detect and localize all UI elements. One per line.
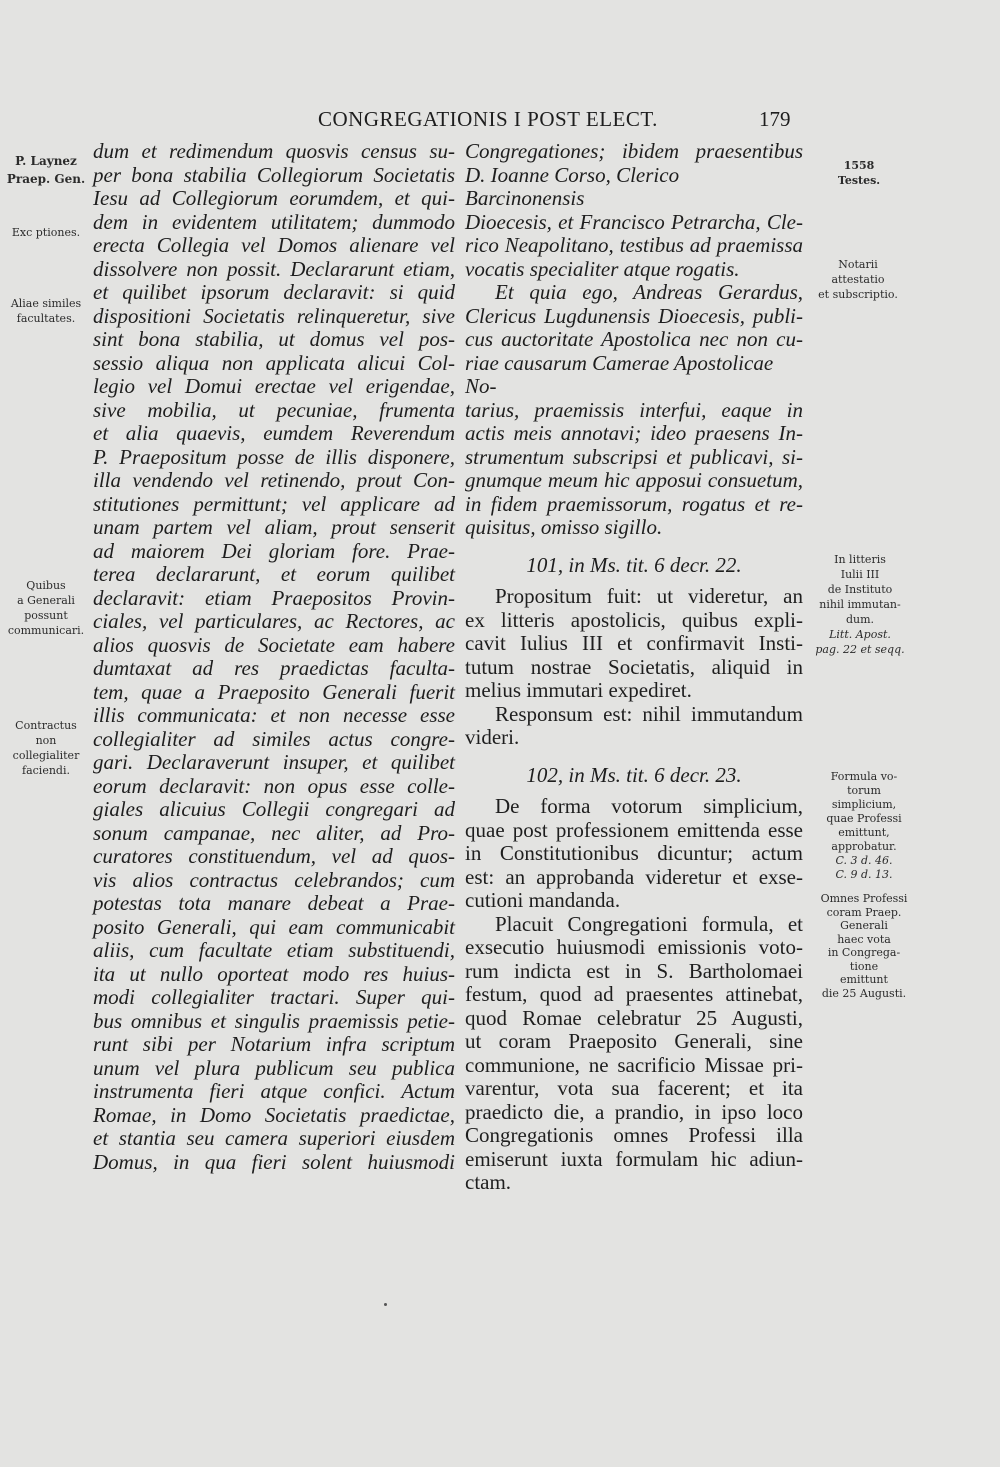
text-line: melius immutari expediret. — [465, 678, 692, 702]
text-line: quae post professionem emittenda esse — [465, 817, 803, 842]
text-line: et stantia seu camera superiori eiusdem — [93, 1126, 455, 1150]
text-line: modi collegialiter tractari. Super qui- — [93, 985, 455, 1009]
margin-note-professi: Omnes Professi coram Praep. Generali haec vota in Congrega- tione emittunt die 25 Augusti. — [820, 892, 908, 1000]
margin-note-year: 1558 Testes. — [837, 159, 881, 187]
text-line: giales alicuius Collegii congregari ad — [93, 797, 455, 821]
ink-speck — [384, 1303, 387, 1306]
section-102-heading: 102, in Ms. tit. 6 decr. 23. — [526, 762, 742, 787]
text-line: gari. Declaraverunt insuper, et quilibet — [93, 750, 455, 774]
text-line: varentur, vota sua facerent; et ita — [465, 1076, 803, 1100]
text-line: Domus, in qua fieri solent huiusmodi — [93, 1149, 455, 1174]
text-line: gnumque meum hic apposui consuetum, — [465, 468, 803, 492]
text-line: eorum declaravit: non opus esse colle- — [93, 773, 455, 798]
text-line: sonum campanae, nec aliter, ad Pro- — [93, 820, 455, 845]
text-line: Romae, in Domo Societatis praedictae, — [93, 1102, 455, 1127]
text-line: De forma votorum simplicium, — [495, 794, 803, 818]
text-line: D. Ioanne Corso, Clerico Barcinonensis — [465, 162, 680, 210]
text-line: P. Praepositum posse de illis disponere, — [93, 444, 455, 469]
text-line: terea declararunt, et eorum quilibet — [93, 562, 455, 586]
text-line: cutioni mandanda. — [465, 888, 621, 912]
text-line: alios quosvis de Societate eam habere — [93, 632, 455, 657]
text-line: ita ut nullo oporteat modo res huius- — [93, 961, 455, 986]
text-line: unam partem vel aliam, prout senserit — [93, 515, 455, 539]
text-line: unum vel plura publicum seu publica — [93, 1055, 455, 1080]
text-line: strumentum subscripsi et publicavi, si- — [465, 444, 803, 469]
text-line: sessio aliqua non applicata alicui Col- — [93, 350, 455, 375]
margin-note-exceptions: Exc ptiones. — [11, 226, 81, 239]
text-line: emiserunt iuxta formulam hic adiun- — [465, 1146, 803, 1171]
text-line: per bona stabilia Collegiorum Societatis — [93, 162, 455, 187]
right-column — [465, 140, 803, 1195]
text-line: exsecutio huiusmodi emissionis voto- — [465, 935, 803, 959]
text-line: cus auctoritate Apostolica nec non cu- — [465, 327, 803, 351]
page-number: 179 — [759, 107, 791, 131]
text-line: quisitus, omisso sigillo. — [465, 515, 663, 539]
text-line: Dioecesis, et Francisco Petrarcha, Cle- — [465, 209, 803, 234]
text-line: declaravit: etiam Praepositos Provin- — [93, 585, 455, 610]
text-line: festum, quod ad praesentes attinebat, — [465, 982, 803, 1006]
text-line: et alia quaevis, eumdem Reverendum — [93, 421, 455, 445]
text-line: Congregationes; ibidem praesentibus — [465, 139, 803, 163]
text-line: instrumenta fieri atque confici. Actum — [93, 1079, 455, 1103]
text-line: tutum nostrae Societatis, aliquid in — [465, 654, 803, 679]
text-line: dispositioni Societatis relinqueretur, sive — [93, 303, 455, 328]
text-line: illis communicata: et non necesse esse — [93, 703, 455, 727]
text-line: Clericus Lugdunensis Dioecesis, publi- — [465, 303, 803, 328]
text-line: collegialiter ad similes actus congre- — [93, 726, 455, 751]
text-line: posito Generali, qui eam communicabit — [93, 914, 455, 939]
text-line: dum et redimendum quosvis census su- — [93, 139, 455, 163]
left-column — [93, 140, 455, 1174]
text-line: et quilibet ipsorum declaravit: si quid — [93, 280, 455, 304]
text-line: Propositum fuit: ut videretur, an — [495, 584, 803, 608]
text-line: ciales, vel particulares, ac Rectores, ac — [93, 609, 455, 633]
text-line: Responsum est: nihil immutandum — [495, 701, 803, 726]
text-line: ad maiorem Dei gloriam fore. Prae- — [93, 538, 455, 563]
text-line: Iesu ad Collegiorum eorumdem, et qui- — [93, 186, 455, 210]
section-101-body — [465, 585, 803, 750]
text-line: tem, quae a Praeposito Generali fuerit — [93, 679, 455, 704]
margin-note-other-faculties: Aliae similes facultates. — [10, 297, 82, 325]
text-line: potestas tota manare debeat a Prae- — [93, 891, 455, 915]
text-line: riae causarum Camerae Apostolicae No- — [465, 350, 774, 398]
section-101-heading: 101, in Ms. tit. 6 decr. 22. — [526, 552, 742, 577]
text-line: Et quia ego, Andreas Gerardus, — [495, 280, 803, 304]
text-line: legio vel Domui erectae vel erigendae, — [93, 374, 455, 398]
text-line: cavit Iulius III et confirmavit Insti- — [465, 631, 803, 655]
page-header — [0, 107, 1000, 137]
text-line: rico Neapolitano, testibus ad praemissa — [465, 233, 803, 257]
text-line: tarius, praemissis interfui, eaque in — [465, 397, 803, 422]
running-title: CONGREGATIONIS I POST ELECT. — [318, 107, 658, 131]
text-line: videri. — [465, 725, 520, 749]
margin-note-communicated: Quibus a Generali possunt communicari. — [7, 579, 85, 637]
text-line: in fidem praemissorum, rogatus et re- — [465, 491, 803, 516]
text-line: actis meis annotavi; ideo praesens In- — [465, 421, 803, 445]
text-line: curatores constituendum, vel ad quos- — [93, 844, 455, 868]
margin-note-vows: Formula vo- torum simplicium, quae Professi emittunt, approbatur. C. 3 d. 46. C. 9 d. 13. — [826, 770, 902, 881]
text-line: ctam. — [465, 1170, 512, 1194]
text-line: communione, ne sacrificio Missae pri- — [465, 1052, 803, 1077]
text-line: rum indicta est in S. Bartholomaei — [465, 958, 803, 983]
margin-note-julius: In litteris Iulii III de Instituto nihil immutan- dum. Litt. Apost. pag. 22 et seqq. — [815, 553, 905, 656]
margin-note-author: P. Laynez Praep. Gen. — [6, 154, 86, 186]
text-line: erecta Collegia vel Domos alienare vel — [93, 233, 455, 257]
text-line: bus omnibus et singulis praemissis petie- — [93, 1008, 455, 1033]
text-line: Placuit Congregationi formula, et — [495, 911, 803, 936]
text-line: sint bona stabilia, ut domus vel pos- — [93, 327, 455, 351]
text-line: illa vendendo vel retinendo, prout Con- — [93, 468, 455, 492]
text-line: ex litteris apostolicis, quibus expli- — [465, 607, 803, 632]
text-line: dissolvere non possit. Declararunt etiam, — [93, 256, 455, 281]
notarial-closing — [465, 140, 803, 540]
text-line: vis alios contractus celebrandos; cum — [93, 867, 455, 892]
text-line: Congregationis omnes Professi illa — [465, 1123, 803, 1147]
text-line: praedicto die, a prandio, in ipso loco — [465, 1099, 803, 1124]
margin-note-notary: Notarii attestatio et subscriptio. — [818, 258, 898, 301]
text-line: est: an approbanda videretur et exse- — [465, 864, 803, 889]
text-line: aliis, cum facultate etiam substituendi, — [93, 938, 455, 962]
text-line: quod Romae celebratur 25 Augusti, — [465, 1005, 803, 1030]
text-line: sive mobilia, ut pecuniae, frumenta — [93, 397, 455, 422]
text-line: in Constitutionibus dicuntur; actum — [465, 841, 803, 865]
text-line: stitutiones permittunt; vel applicare ad — [93, 491, 455, 516]
section-102-body — [465, 795, 803, 1195]
margin-note-contracts: Contractus non collegialiter faciendi. — [12, 719, 80, 777]
text-line: runt sibi per Notarium infra scriptum — [93, 1032, 455, 1056]
text-line: vocatis specialiter atque rogatis. — [465, 256, 740, 281]
text-line: dumtaxat ad res praedictas faculta- — [93, 656, 455, 680]
text-line: dem in evidentem utilitatem; dummodo — [93, 209, 455, 234]
text-line: ut coram Praeposito Generali, sine — [465, 1029, 803, 1053]
